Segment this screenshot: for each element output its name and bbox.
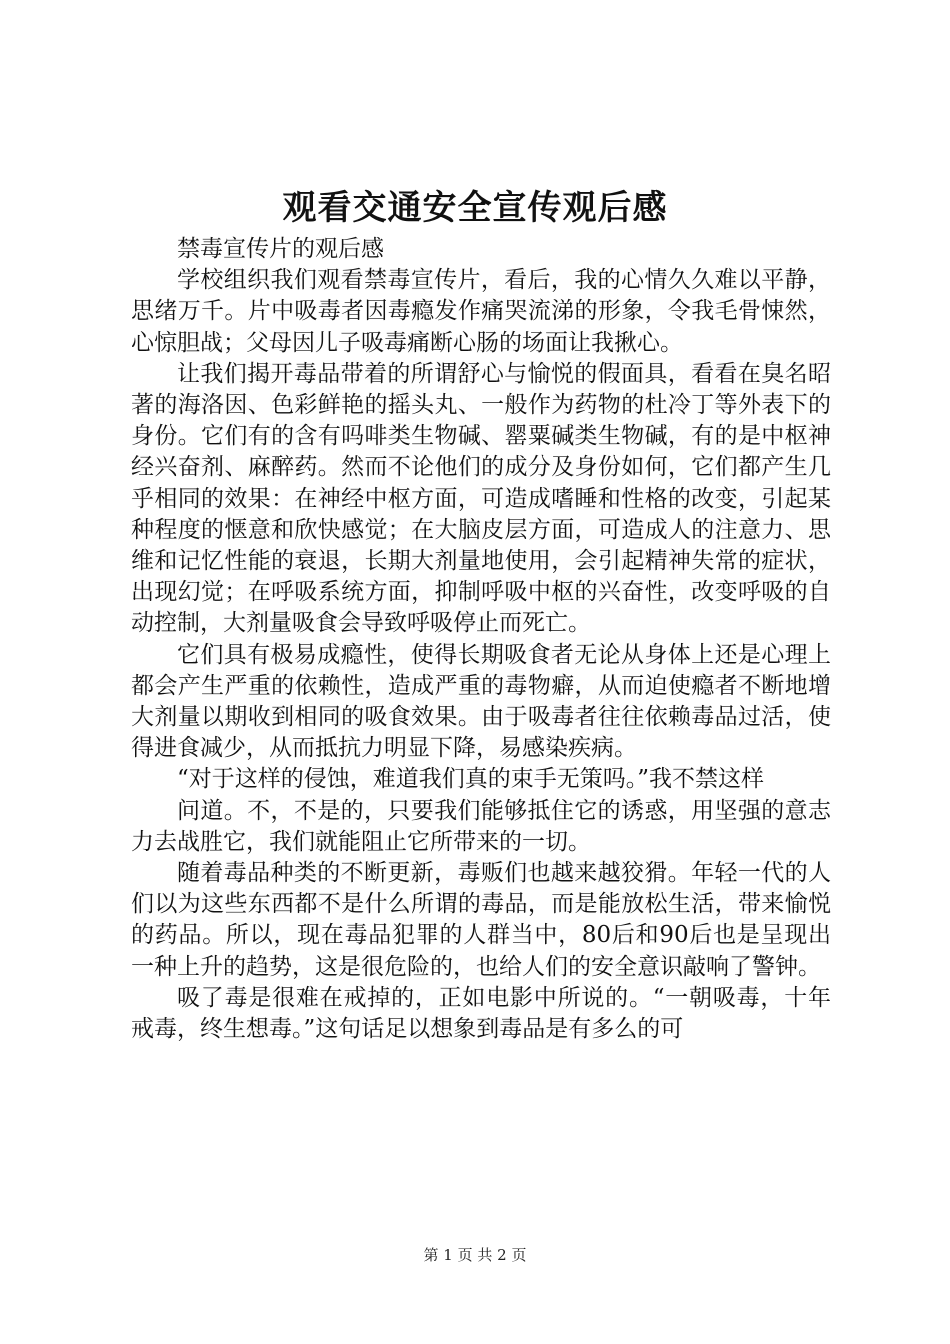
paragraph: 随着毒品种类的不断更新，毒贩们也越来越狡猾。年轻一代的人们以为这些东西都不是什么所谓的毒品，而是能放松生活，带来愉悦的药品。所以，现在毒品犯罪的人群当中，80后和90后也是呈现出一种上升的趋势，这是很危险的，也给人们的安全意识敲响了警钟。: [131, 860, 831, 980]
paragraph: 学校组织我们观看禁毒宣传片，看后，我的心情久久难以平静，思绪万千。片中吸毒者因毒瘾发作痛哭流涕的形象，令我毛骨悚然，心惊胆战；父母因儿子吸毒痛断心肠的场面让我揪心。: [131, 267, 831, 356]
paragraph: 它们具有极易成瘾性，使得长期吸食者无论从身体上还是心理上都会产生严重的依赖性，造成严重的毒物癖，从而迫使瘾者不断地增大剂量以期收到相同的吸食效果。由于吸毒者往往依赖毒品过活，使得进食减少，从而抵抗力明显下降，易感染疾病。: [131, 641, 831, 762]
page-footer: 第 1 页 共 2 页: [423, 1246, 527, 1264]
paragraph: 让我们揭开毒品带着的所谓舒心与愉悦的假面具，看看在臭名昭著的海洛因、色彩鲜艳的摇头丸、一般作为药物的杜冷丁等外表下的身份。它们有的含有吗啡类生物碱、罂粟碱类生物碱，有的是中枢神经兴奋剂、麻醉药。然而不论他们的成分及身份如何，它们都产生几乎相同的效果：在神经中枢方面，可造成嗜睡和性格的改变，引起某种程度的惬意和欣快感觉；在大脑皮层方面，可造成人的注意力、思维和记忆性能的衰退，长期大剂量地使用，会引起精神失常的症状，出现幻觉；在呼吸系统方面，抑制呼吸中枢的兴奋性，改变呼吸的自动控制，大剂量吸食会导致呼吸停止而死亡。: [131, 360, 831, 637]
paragraph-subtitle: 禁毒宣传片的观后感: [177, 236, 384, 262]
paragraph: “对于这样的侵蚀，难道我们真的束手无策吗。”我不禁这样: [177, 766, 765, 793]
document-title: 观看交通安全宣传观后感: [282, 188, 668, 228]
document-body: [131, 234, 831, 1045]
paragraph: 吸了毒是很难在戒掉的，正如电影中所说的。“一朝吸毒，十年戒毒，终生想毒。”这句话足以想象到毒品是有多么的可: [131, 984, 831, 1043]
paragraph: 问道。不，不是的，只要我们能够抵住它的诱惑，用坚强的意志力去战胜它，我们就能阻止它所带来的一切。: [131, 797, 831, 855]
